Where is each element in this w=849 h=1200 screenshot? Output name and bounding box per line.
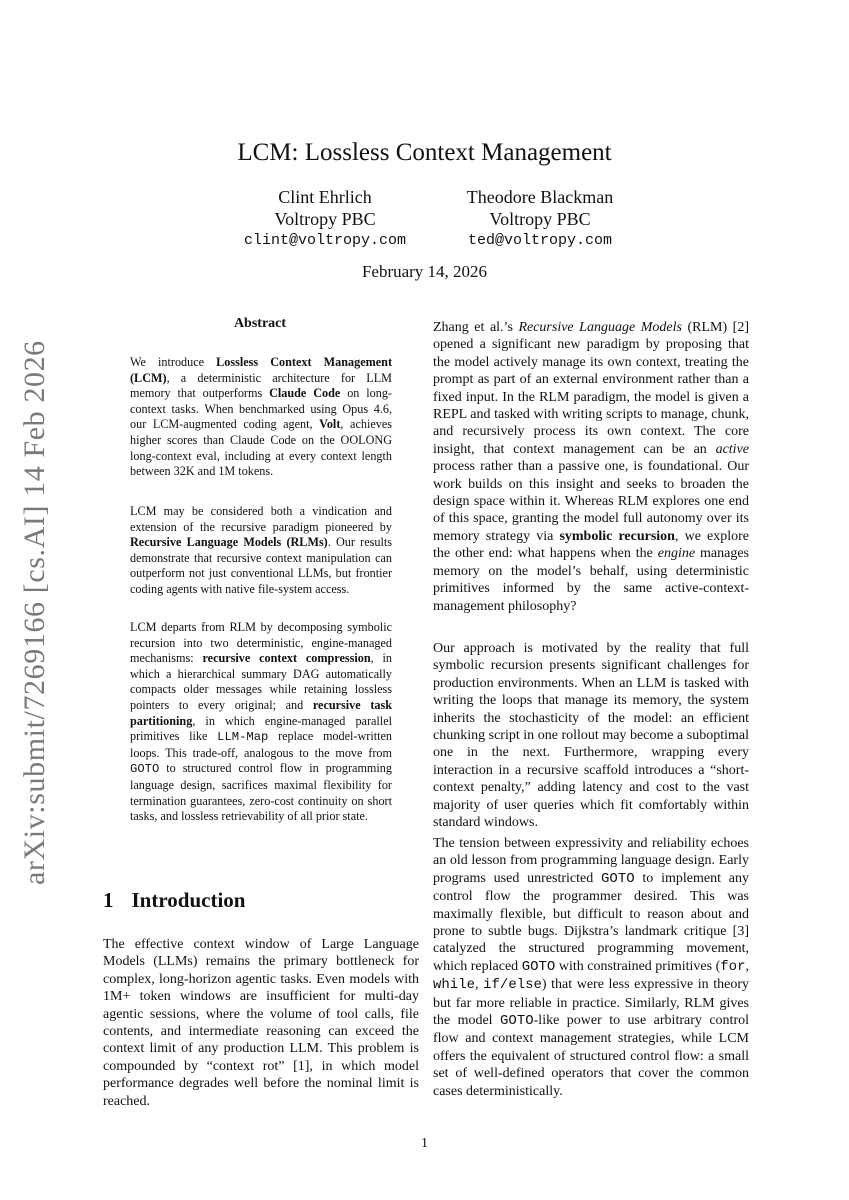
author-affiliation: Voltropy PBC <box>489 209 591 229</box>
abstract-paragraph-3: LCM departs from RLM by decomposing symbolic recursion into two deterministic, engine-managed mechanisms: recursive context compression, in which a hierarchical summary DAG automatically compacts older messages while retaining lossless pointers to every original; and recursive task partitioning, in which engine-managed parallel primitives like LLM-Map replace model-written loops. This trade-off, analogous to the move from GOTO to structured control flow in programming language design, sacrifices maximal flexibility for termination guarantees, zero-cost continuity on short tasks, and lossless retrievability of all prior state. <box>130 620 392 824</box>
section-number: 1 <box>103 888 114 912</box>
right-column-paragraph-3: The tension between expressivity and reliability echoes an old lesson from programming language design. Early programs used unrestricted GOTO to implement any control flow the programmer desired. This was maximally flexible, but difficult to reason about and prone to subtle bugs. Dijkstra’s landmark critique [3] catalyzed the structured programming movement, which replaced GOTO with constrained primitives (for, while, if/else) that were less expressive in theory but far more reliable in practice. Similarly, RLM gives the model GOTO-like power to use arbitrary control flow and context management strategies, while LCM offers the equivalent of structured control flow: a small set of well-defined operators that cover the common cases deterministically. <box>433 836 750 1099</box>
arxiv-sidebar-stamp: arXiv:submit/7269166 [cs.AI] 14 Feb 2026 <box>18 340 51 885</box>
abstract-paragraph-1: We introduce Lossless Context Management (LCM), a deterministic architecture for LLM memory that outperforms Claude Code on long-context tasks. When benchmarked using Opus 4.6, our LCM-augmented coding agent, Volt, achieves higher scores than Claude Code on the OOLONG long-context eval, including at every context length between 32K and 1M tokens. <box>130 355 392 479</box>
page-number: 1 <box>421 1136 428 1151</box>
section-heading-introduction <box>103 888 245 913</box>
author-affiliation: Voltropy PBC <box>274 209 376 229</box>
paper-title: LCM: Lossless Context Management <box>237 139 612 166</box>
right-column-paragraph-2: Our approach is motivated by the reality that full symbolic recursion presents significant challenges for production environments. When an LLM is tasked with writing the loops that manage its memory, the system inherits the stochasticity of the model: an efficient chunking script in one rollout may become a suboptimal one in the next. Furthermore, wrapping every interaction in a recursive scaffold introduces a “short-context penalty,” adding latency and cost to the vast majority of user queries which fit comfortably within standard windows. <box>433 641 749 831</box>
section-title: Introduction <box>131 888 246 912</box>
author-name: Theodore Blackman <box>466 187 614 207</box>
abstract-paragraph-2: LCM may be considered both a vindication and extension of the recursive paradigm pioneered by Recursive Language Models (RLMs). Our results demonstrate that recursive context manipulation can outperform not just conventional LLMs, but frontier coding agents with native file-system access. <box>130 504 392 596</box>
abstract-heading: Abstract <box>233 316 287 331</box>
author-email[interactable]: clint@voltropy.com <box>243 232 407 249</box>
introduction-paragraph-1: The effective context window of Large Language Models (LLMs) remains the primary bottleneck for complex, long-horizon agentic tasks. Even models with 1M+ token windows are insufficient for multi-day agentic sessions, where the volume of tool calls, file contents, and intermediate reasoning can exceed the context limit of any production LLM. This problem is compounded by “context rot” [1], in which model performance degrades well before the nominal limit is reached. <box>103 937 419 1109</box>
author-block-2 <box>440 186 640 252</box>
author-name: Clint Ehrlich <box>278 187 372 207</box>
right-column-paragraph-1: Zhang et al.’s Recursive Language Models (RLM) [2] opened a significant new paradigm by proposing that the model actively manage its own context, treating the prompt as part of an external environment rather than a fixed input. In the RLM paradigm, the model is given a REPL and tasked with writing scripts to manage, chunk, and recursively process its own context. The core insight, that context management can be an active process rather than a passive one, is foundational. Our work builds on this insight and seeks to broaden the design space within it. Whereas RLM explores one end of this space, granting the model full autonomy over its memory strategy via symbolic recursion, we explore the other end: what happens when the engine manages memory on the model’s behalf, using deterministic primitives informed by the same active-context-management philosophy? <box>433 320 750 614</box>
publication-date: February 14, 2026 <box>361 262 488 281</box>
author-block-1 <box>230 186 420 252</box>
author-email[interactable]: ted@voltropy.com <box>467 232 613 249</box>
